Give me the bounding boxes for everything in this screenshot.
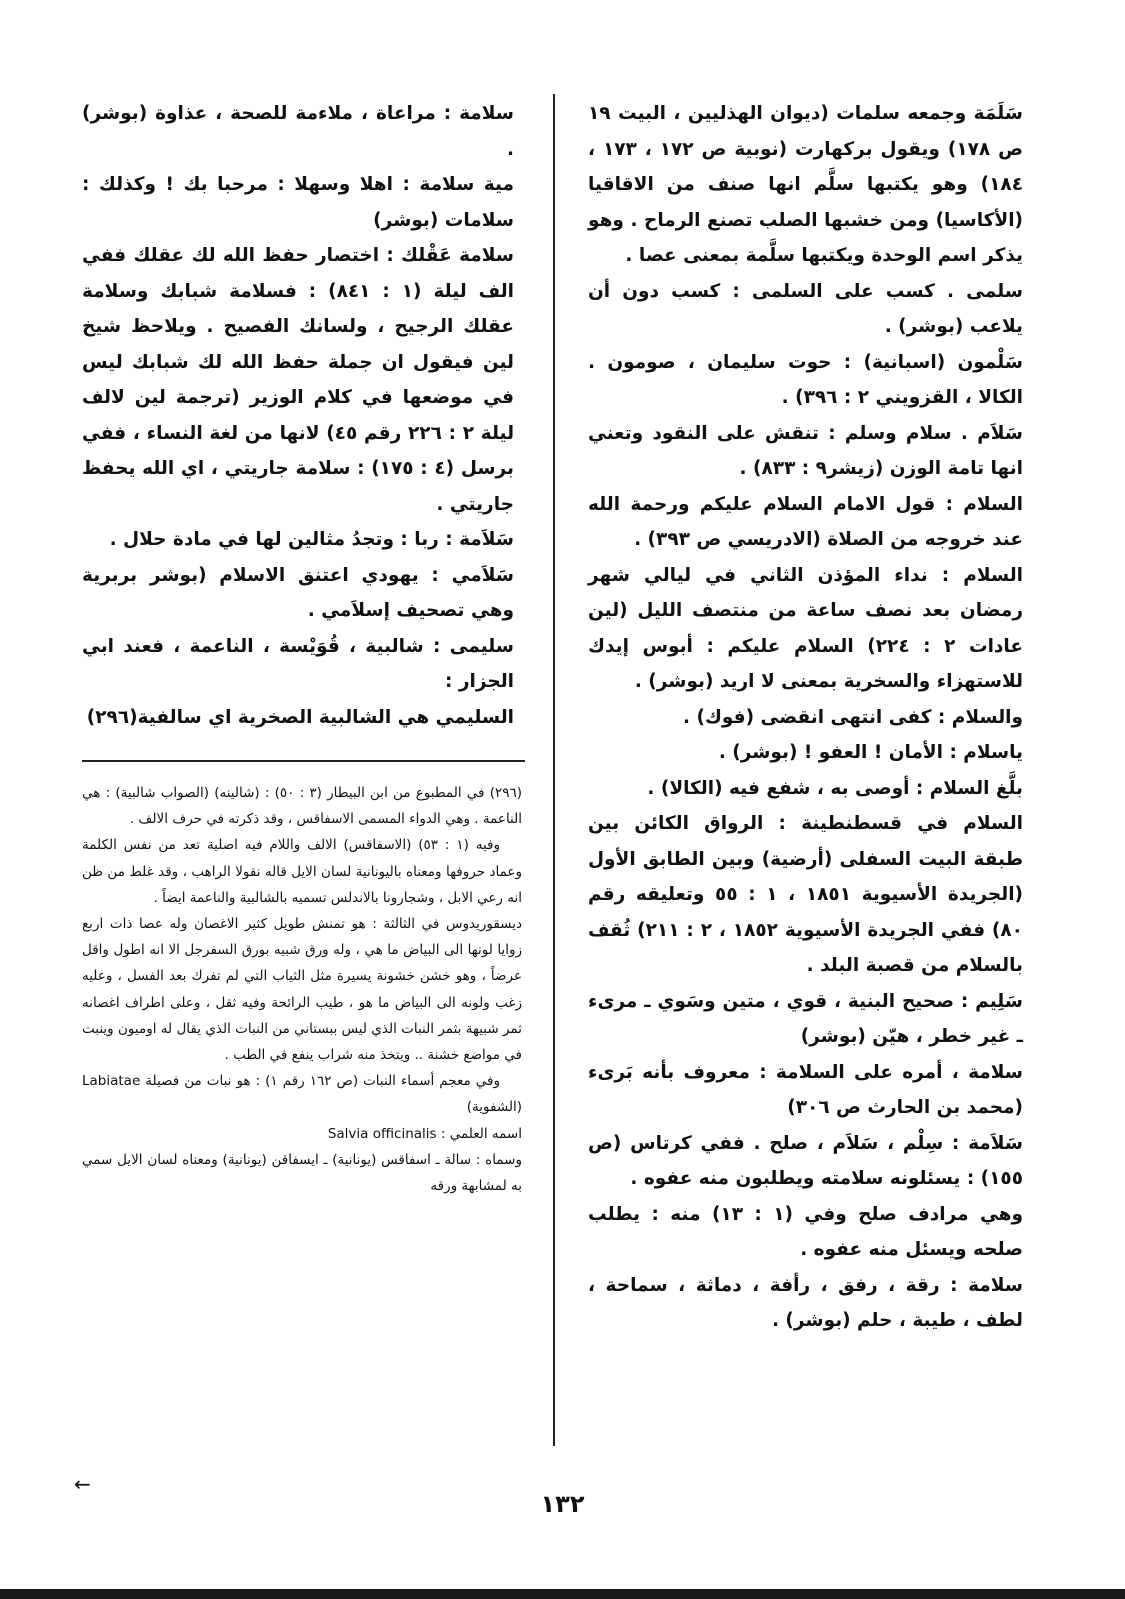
entry-salami: سَلاَمي : يهودي اعتنق الاسلام (بوشر بربرية وهي تصحيف إسلاَمي . [82, 564, 514, 621]
left-column [82, 96, 514, 735]
entry-salama-innocent: سلامة ، أمره على السلامة : معروف بأنه بَرىء (محمد بن الحارث ص ٣٠٦) [588, 1061, 1023, 1118]
entry-salmon: سَلْمون (اسبانية) : حوت سليمان ، صومون . الكالا ، القزويني ٢ : ٣٩٦) . [588, 351, 1023, 408]
entry-salama-riba: سَلاَمة : ربا : وتجدُ مثالين لها في مادة حلال . [109, 529, 514, 550]
entry-salam-muezzin: السلام : نداء المؤذن الثاني في ليالي شهر رمضان بعد نصف ساعة من منتصف الليل (لين عادات ٢ : ٢٢٤) السلام عليكم : أبوس إيدك للاستهزاء والسخرية بمعنى لا اريد (بوشر) . [588, 564, 1024, 692]
footnotes [82, 780, 522, 1199]
right-column [588, 96, 1023, 1339]
column-divider [553, 94, 555, 1446]
scan-edge [0, 1589, 1125, 1599]
entry-sulaymi: سليمى : شالبية ، قُوَيْسة ، الناعمة ، فعند ابي الجزار : [82, 635, 514, 692]
footnote-dioscorides: ديسقوريدوس في الثالثة : هو تمنش طويل كثير الاغصان وله عصا ذات اربع زوايا لونها الى البياض ما هي ، وله ورق شبيه بورق السفرجل الا انه اطول واقل عرضاً ، وهو خشن خشونة يسيرة مثل الثياب التي لم تفرك بعد الفسل ، وعليه زغب ولونه الى البياض ما هو ، طيب الرائحة وفيه ثقل ، وعلى اطراف اغصانه ثمر شبيهة بثمر النبات الذي ليس ببستاني من النبات الذي يقال له اوميون وينبت في مواضع خشنة .. ويتخذ منه شراب ينفع في الطب . [82, 916, 522, 1064]
entry-salama-peace: سَلاَمة : سِلْم ، سَلاَم ، صلح . ففي كرتاس (ص ١٥٥) : يسئلونه سلامته ويطلبون منه عفوه . [588, 1132, 1023, 1189]
entry-salama-health: سلامة : مراعاة ، ملاءمة للصحة ، عذاوة (بوشر) . [82, 103, 514, 160]
entry-salma: سلمى . كسب على السلمى : كسب دون أن يلاعب (بوشر) . [588, 280, 1023, 337]
entry-salam-constantine: السلام في قسطنطينة : الرواق الكائن بين طبقة البيت السفلى (أرضية) وبين الطابق الأول (الجريدة الأسيوية ١٨٥١ ، ١ : ٥٥ وتعليقه رقم ٨٠) ففي الجريدة الأسيوية ١٨٥٢ ، ٢ : ٢١١) ثُقف بالسلام من قصبة البلد . [588, 813, 1023, 976]
entry-sulaymi-quote: السليمي هي الشالبية الصخرية اي سالفية(٢٩٦) [86, 706, 514, 728]
entry-wassalam: والسلام : كفى انتهى انقضى (فوك) . [683, 706, 1023, 728]
footnote-isfaqus: وفيه (١ : ٥٣) (الاسفاقس) الالف واللام فيه اصلية تعد من نفس الكلمة وعماد حروفها ومعناه باليونانية لسان الايل قاله نقولا الراهب ، وقد غلط من ظن انه رعي الابل ، وشجارونا بالاندلس تسميه بالشالبية والناعمة ايضاً . [82, 837, 522, 906]
entry-salama-gentleness: سلامة : رقة ، رفق ، رأفة ، دماثة ، سماحة ، لطف ، طيبة ، حلم (بوشر) . [588, 1274, 1023, 1331]
entry-salama-tree: سَلَمَة وجمعه سلمات (ديوان الهذليين ، البيت ١٩ ص ١٧٨) ويقول بركهارت (نوبية ص ١٧٢ ، ١٧٣ ، ١٨٤) وهو يكتبها سلَّم انها صنف من الاقاقيا (الأكاسيا) ومن خشبها الصلب تصنع الرماح . وهو يذكر اسم الوحدة ويكتبها سلَّمة بمعنى عصا . [588, 103, 1023, 266]
entry-miyya-salama: مية سلامة : اهلا وسهلا : مرحبا بك ! وكذلك : سلامات (بوشر) [82, 174, 514, 231]
footnote-separator [82, 760, 525, 762]
entry-ballagha-salam: بلَّغ السلام : أوصى به ، شفع فيه (الكالا) . [647, 777, 1023, 799]
entry-salam-imam: السلام : قول الامام السلام عليكم ورحمة الله عند خروجه من الصلاة (الادريسي ص ٣٩٣) . [588, 493, 1023, 550]
entry-salama-synonym: وهي مرادف صلح وفي (١ : ١٣) منه : يطلب صلحه ويسئل منه عفوه . [588, 1203, 1024, 1260]
footnote-scientific-name: اسمه العلمي : Salvia officinalis [327, 1125, 522, 1142]
footnote-plant-dictionary: وفي معجم أسماء النبات (ص ١٦٢ رقم ١) : هو نبات من فصيلة Labiatae (الشفوية) [82, 1073, 522, 1116]
continuation-arrow-icon: ← [74, 1472, 91, 1496]
entry-salama-aqlak: سلامة عَقْلك : اختصار حفظ الله لك عقلك ففي الف ليلة (١ : ٨٤١) : فسلامة شبابك وسلامة عقلك الرجيح ، ولسانك الفصيح . ويلاحظ شيخ لين فيقول ان جملة حفظ الله لك شبابك ليس في موضعها في كلام الوزير (ترجمة لين لالف ليلة ٢ : ٢٢٦ رقم ٤٥) لانها من لغة النساء ، ففي برسل (٤ : ١٧٥) : سلامة جاريتي ، اي الله يحفظ جاريتي . [82, 245, 515, 515]
entry-salim: سَلِيم : صحيح البنية ، قوي ، متين وسَوي ـ مرىء ـ غير خطر ، هيّن (بوشر) [588, 990, 1023, 1047]
page-number: ١٣٢ [540, 1490, 585, 1518]
entry-yasalam: ياسلام : الأمان ! العفو ! (بوشر) . [718, 742, 1023, 763]
footnote-296: (٢٩٦) في المطبوع من ابن البيطار (٣ : ٥٠) : (شالينه) (الصواب شالبية) : هي الناعمة . وهي الدواء المسمى الاسفاقس ، وقد ذكرته في حرف الالف . [82, 785, 523, 828]
entry-salam-coins: سَلاَم . سلام وسلم : تنقش على النقود وتعني انها تامة الوزن (زيشر٩ : ٨٣٣) . [588, 422, 1023, 479]
footnote-names: وسماه : سالة ـ اسفاقس (يونانية) ـ ايسفاقن (يونانية) ومعناه لسان الايل سمي به لمشابهة ورقه [82, 1151, 522, 1195]
